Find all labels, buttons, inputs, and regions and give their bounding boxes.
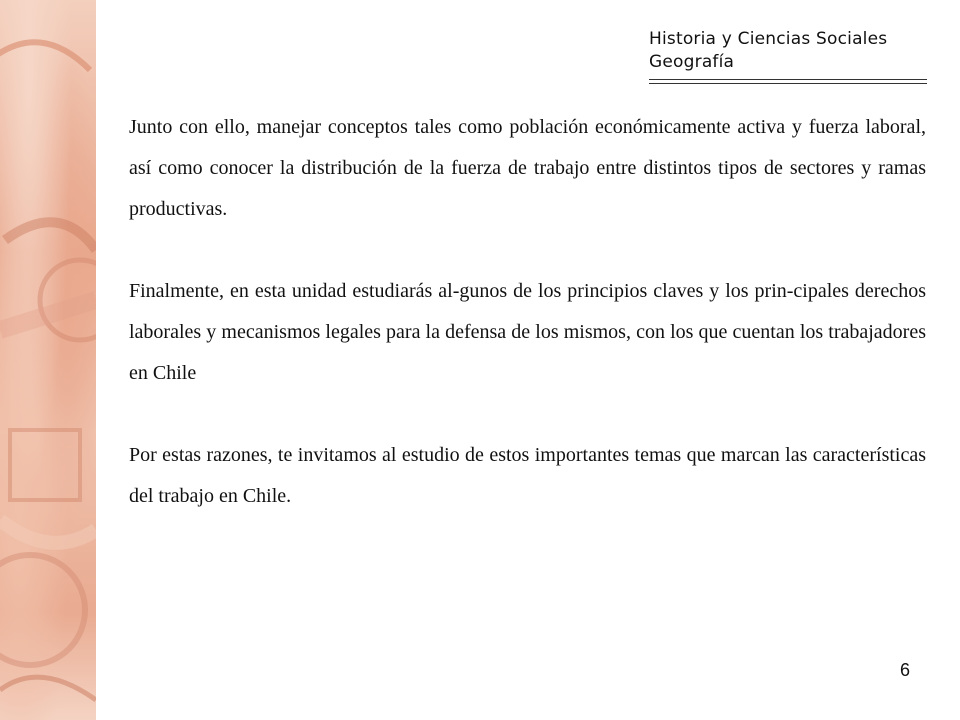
banner-illustration <box>0 0 96 720</box>
header <box>649 28 927 84</box>
paragraph-concepts: Junto con ello, manejar conceptos tales como población económicamente activa y fuerza laboral, así como conocer la distribución de la fuerza de trabajo entre distintos tipos de sectores y ramas productivas. <box>129 116 926 220</box>
paragraph-invitation: Por estas razones, te invitamos al estudio de estos importantes temas que marcan las características del trabajo en Chile. <box>129 444 926 507</box>
body-text <box>129 107 926 517</box>
subject-title: Historia y Ciencias Sociales <box>649 29 888 49</box>
page-number: 6 <box>899 660 910 680</box>
decorative-side-banner <box>0 0 96 720</box>
paragraph-rights: Finalmente, en esta unidad estudiarás al-gunos de los principios claves y los prin-cipales derechos laborales y mecanismos legales para la defensa de los mismos, con los que cuentan los trabajadores en Chile <box>129 280 926 384</box>
area-title: Geografía <box>649 52 735 72</box>
header-divider <box>649 79 927 84</box>
